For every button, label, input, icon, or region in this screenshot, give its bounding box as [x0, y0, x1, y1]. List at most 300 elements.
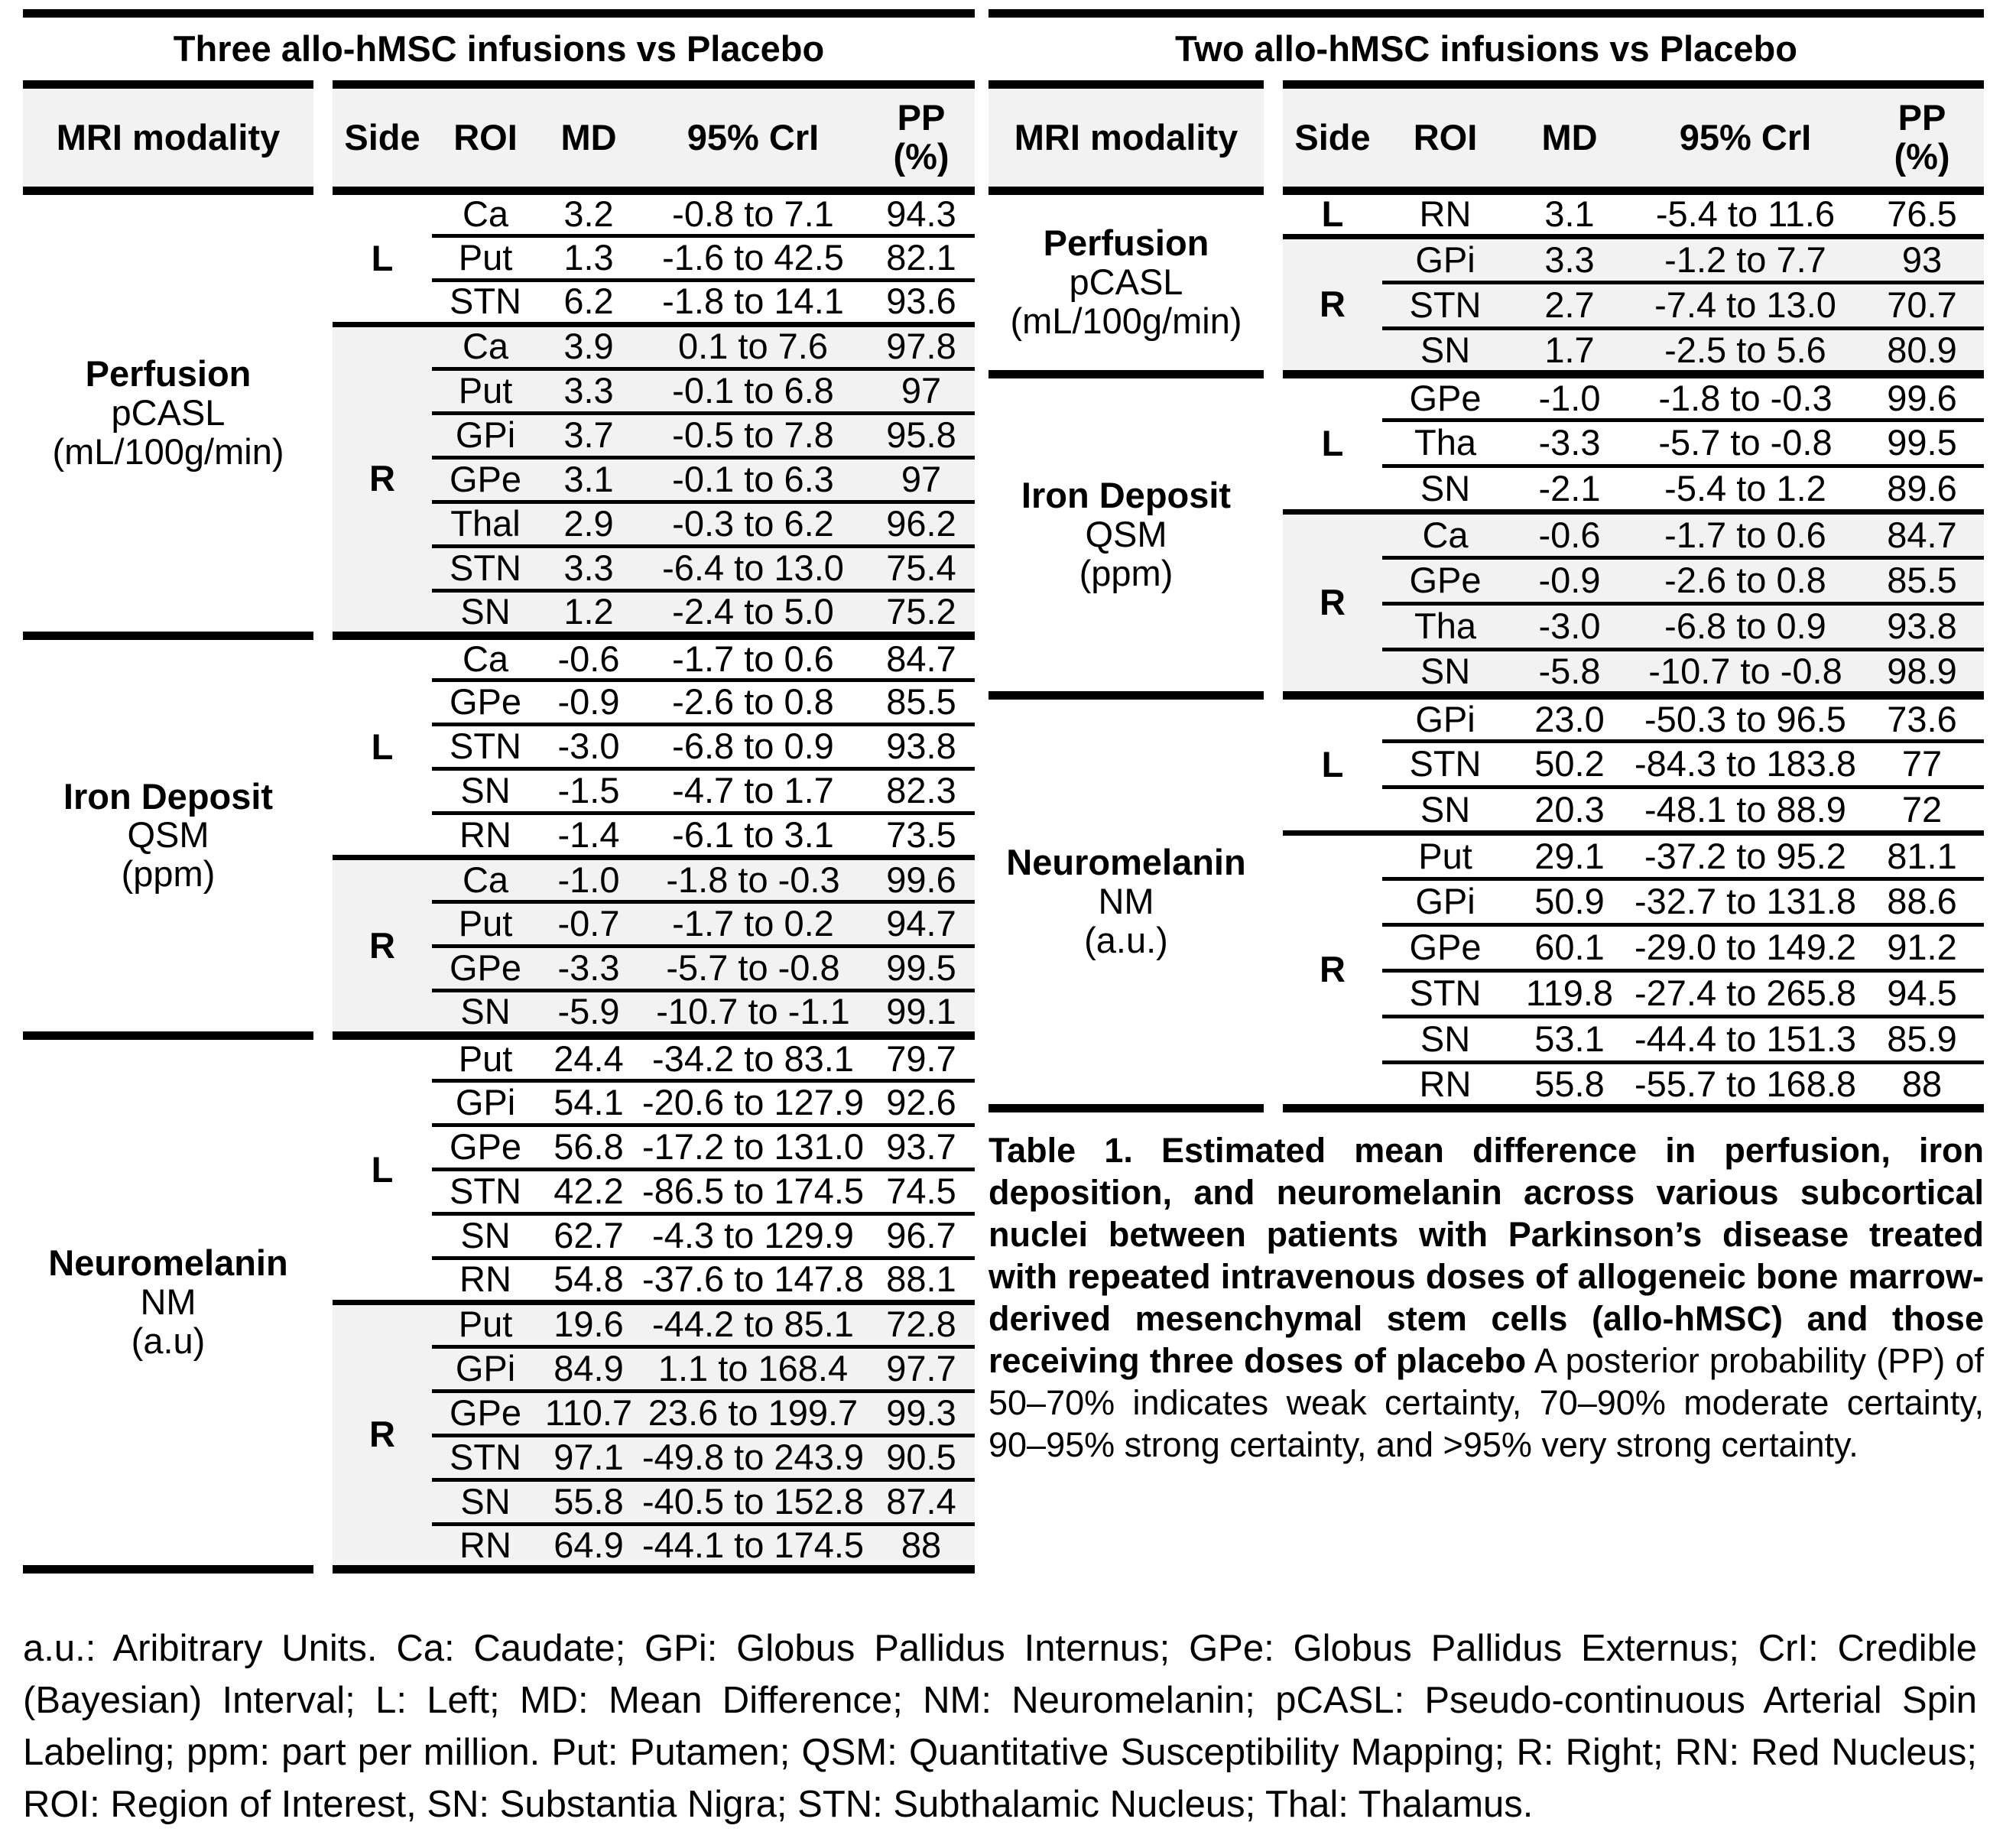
cri-cell: -37.6 to 147.8 — [641, 1259, 865, 1300]
md-cell: -0.9 — [539, 680, 638, 725]
md-cell: 42.2 — [539, 1169, 638, 1213]
cri-cell: -1.8 to 14.1 — [662, 281, 844, 322]
column-gap — [1264, 466, 1283, 512]
cri-cell: -0.8 to 7.1 — [638, 191, 868, 236]
modality-subline: (a.u) — [131, 1320, 206, 1361]
left-table-container — [23, 9, 975, 1574]
table-two-infusions-host — [989, 9, 1984, 1112]
roi-cell: Ca — [432, 324, 539, 369]
cri-cell: -27.4 to 265.8 — [1631, 971, 1860, 1017]
cri-cell: -5.7 to -0.8 — [1631, 421, 1860, 466]
pp-cell: 95.8 — [868, 413, 975, 457]
roi-cell: STN — [432, 546, 539, 590]
roi-cell: Put — [432, 1036, 539, 1081]
cri-cell: -2.6 to 0.8 — [1631, 558, 1860, 604]
roi-cell: Put — [1382, 833, 1508, 879]
cri-cell: -7.4 to 13.0 — [1631, 283, 1860, 329]
side-cell: L — [333, 635, 432, 858]
modality-cell — [23, 635, 313, 1036]
roi-cell: SN — [432, 991, 539, 1036]
pp-cell: 89.6 — [1887, 467, 1957, 508]
column-gap — [1264, 650, 1283, 696]
modality-subline: (a.u.) — [1084, 919, 1168, 960]
table-title: Three allo-hMSC infusions vs Placebo — [23, 14, 975, 85]
side-cell: L — [1283, 375, 1382, 512]
roi-cell: SN — [1382, 1017, 1508, 1063]
column-gap — [1264, 283, 1283, 329]
footnote: a.u.: Aribitrary Units. Ca: Caudate; GPi: Globus Pallidus Internus; GPe: Globus Pallidus Externus; CrI: Credible (Bayesian) Interval; L: Left; MD: Mean Difference; NM: Neuromelanin; pCASL: Pseudo-continuous Arterial Spin Labeling; ppm: part per million. Put: Putamen; QSM: Quantitative Susceptibility Mapping; R: Right; RN: Red Nucleus; ROI: Region of Interest, SN: Substantia Nigra; STN: Subthalamic Nucleus; Thal: Thalamus. — [23, 1628, 1977, 1825]
right-column — [989, 9, 1984, 1466]
column-gap — [1264, 329, 1283, 375]
side-cell: R — [333, 1302, 432, 1569]
md-cell: 6.2 — [563, 281, 614, 322]
column-gap — [313, 590, 333, 635]
md-cell: -1.4 — [557, 814, 620, 855]
table-two-infusions — [989, 9, 1984, 1112]
roi-cell: SN — [432, 590, 539, 635]
pp-cell: 73.6 — [1860, 696, 1984, 742]
md-cell: 1.2 — [539, 590, 638, 635]
roi-cell: Put — [432, 1302, 539, 1346]
column-gap — [313, 680, 333, 725]
pp-cell: 88 — [1860, 1063, 1984, 1109]
roi-cell: STN — [432, 725, 539, 769]
md-cell: -1.0 — [1508, 375, 1631, 421]
modality-subline: QSM — [1085, 514, 1167, 555]
roi-cell: GPi — [432, 413, 539, 457]
cri-cell: -1.2 to 7.7 — [1631, 237, 1860, 283]
cri-cell: -6.4 to 13.0 — [638, 546, 868, 590]
roi-cell: SN — [1382, 329, 1508, 375]
column-gap — [313, 1213, 333, 1258]
cri-cell: -0.3 to 6.2 — [638, 502, 868, 546]
side-cell: L — [1321, 193, 1344, 235]
modality-subline: pCASL — [1069, 261, 1183, 303]
roi-cell: SN — [432, 769, 539, 814]
pp-cell: 73.5 — [886, 814, 956, 855]
roi-cell: Tha — [1382, 421, 1508, 466]
roi-cell: STN — [432, 1435, 539, 1479]
md-cell: 60.1 — [1508, 925, 1631, 971]
roi-cell: RN — [1419, 193, 1472, 235]
column-gap — [313, 546, 333, 590]
column-gap — [313, 1258, 333, 1302]
pp-cell: 99.3 — [868, 1391, 975, 1435]
pp-cell: 74.5 — [868, 1169, 975, 1213]
cri-cell: -55.7 to 168.8 — [1631, 1063, 1860, 1109]
modality-subline: (mL/100g/min) — [52, 430, 284, 472]
column-gap — [1264, 512, 1283, 558]
roi-cell: GPe — [1382, 558, 1508, 604]
cri-cell: -1.7 to 0.6 — [638, 635, 868, 680]
md-cell: -0.7 — [539, 902, 638, 947]
cri-cell: -29.0 to 149.2 — [1631, 925, 1860, 971]
md-cell: 55.8 — [1508, 1063, 1631, 1109]
cri-cell: -1.7 to 0.2 — [638, 902, 868, 947]
roi-cell: GPi — [1382, 696, 1508, 742]
pp-cell: 88.6 — [1860, 879, 1984, 925]
roi-cell: GPe — [432, 680, 539, 725]
pp-cell: 82.1 — [868, 235, 975, 280]
md-cell: 53.1 — [1508, 1017, 1631, 1063]
column-gap — [313, 191, 333, 236]
md-cell: 84.9 — [539, 1346, 638, 1391]
md-cell: 3.7 — [539, 413, 638, 457]
cri-cell: -48.1 to 88.9 — [1644, 788, 1846, 830]
cri-cell: -6.8 to 0.9 — [1631, 604, 1860, 650]
header-roi: ROI — [432, 85, 539, 191]
cri-cell: -40.5 to 152.8 — [638, 1479, 868, 1524]
caption-bold-text: Table 1. Estimated mean difference in perfusion, iron deposition, and neuromelanin across various subcortical nuclei between patients with Parkinson’s disease treated with repeated intravenous doses of allogeneic bone marrow-derived mesenchymal stem cells (allo-hMSC) and those receiving three doses of placebo — [989, 1131, 1984, 1380]
column-gap — [1264, 971, 1283, 1017]
column-gap — [313, 235, 333, 280]
column-gap — [1264, 1017, 1283, 1063]
roi-cell: RN — [459, 1259, 511, 1300]
column-gap — [1264, 788, 1283, 833]
roi-cell: Put — [432, 235, 539, 280]
column-gap — [1264, 558, 1283, 604]
md-cell: 3.3 — [539, 369, 638, 413]
cri-cell: -17.2 to 131.0 — [638, 1125, 868, 1169]
modality-cell — [23, 191, 313, 636]
roi-cell: Ca — [432, 635, 539, 680]
roi-cell: SN — [432, 1479, 539, 1524]
modality-name: Neuromelanin — [48, 1242, 288, 1284]
md-cell: 50.2 — [1508, 742, 1631, 788]
md-cell: 1.7 — [1508, 329, 1631, 375]
roi-cell: Put — [432, 369, 539, 413]
modality-name: Perfusion — [1043, 222, 1209, 264]
md-cell: 3.1 — [539, 457, 638, 502]
cri-cell: -2.4 to 5.0 — [638, 590, 868, 635]
modality-subline: (ppm) — [1079, 552, 1174, 593]
pp-cell: 97.7 — [868, 1346, 975, 1391]
column-gap — [313, 1524, 333, 1569]
header-pp-line: PP — [897, 97, 946, 138]
roi-cell: RN — [459, 814, 511, 855]
roi-cell: Ca — [1382, 512, 1508, 558]
cri-cell: -6.1 to 3.1 — [672, 814, 834, 855]
md-cell: 110.7 — [539, 1391, 638, 1435]
md-cell: 3.9 — [539, 324, 638, 369]
table-row — [989, 696, 1984, 742]
column-gap — [1264, 375, 1283, 421]
modality-cell — [989, 191, 1264, 375]
pp-cell: 94.3 — [868, 191, 975, 236]
md-cell: 1.3 — [539, 235, 638, 280]
cri-cell: -1.7 to 0.6 — [1631, 512, 1860, 558]
pp-cell: 72 — [1901, 788, 1943, 830]
cri-cell: -44.4 to 151.3 — [1631, 1017, 1860, 1063]
side-cell: R — [333, 858, 432, 1036]
pp-cell: 75.4 — [868, 546, 975, 590]
column-gap — [313, 1346, 333, 1391]
md-cell: -3.0 — [1508, 604, 1631, 650]
column-gap — [313, 725, 333, 769]
modality-subline: pCASL — [111, 391, 226, 433]
column-gap — [313, 369, 333, 413]
column-gap — [313, 85, 333, 191]
column-gap — [313, 1479, 333, 1524]
table-row — [23, 1036, 975, 1081]
roi-cell: GPe — [1382, 375, 1508, 421]
roi-cell: Ca — [432, 191, 539, 236]
modality-cell — [23, 1036, 313, 1570]
column-gap — [313, 902, 333, 947]
table-three-infusions-host — [23, 9, 975, 1574]
cri-cell: -2.6 to 0.8 — [638, 680, 868, 725]
cri-cell: -34.2 to 83.1 — [638, 1036, 868, 1081]
pp-cell: 79.7 — [868, 1036, 975, 1081]
roi-cell: GPe — [432, 1391, 539, 1435]
modality-subline: NM — [1098, 881, 1154, 922]
md-cell: 54.1 — [539, 1080, 638, 1125]
table-three-infusions — [23, 9, 975, 1574]
column-gap — [313, 1435, 333, 1479]
caption-regular-text: A posterior probability (PP) of 50–70% indicates weak certainty, 70–90% moderate certainty, 90–95% strong certainty, and >95% very strong certainty. — [989, 1341, 1984, 1464]
pp-cell: 96.2 — [868, 502, 975, 546]
pp-cell: 88.1 — [886, 1259, 956, 1300]
side-cell: R — [333, 324, 432, 635]
pp-cell: 85.5 — [868, 680, 975, 725]
pp-cell: 72.8 — [868, 1302, 975, 1346]
roi-cell: GPe — [1382, 925, 1508, 971]
column-gap — [1264, 191, 1283, 237]
pp-cell: 77 — [1860, 742, 1984, 788]
md-cell: -2.1 — [1538, 467, 1601, 508]
pp-cell: 99.5 — [868, 947, 975, 991]
column-gap — [313, 858, 333, 902]
column-gap — [1264, 604, 1283, 650]
cri-cell: 23.6 to 199.7 — [638, 1391, 868, 1435]
cri-cell: -86.5 to 174.5 — [638, 1169, 868, 1213]
md-cell: -0.6 — [539, 635, 638, 680]
md-cell: 54.8 — [553, 1259, 624, 1300]
md-cell: -0.9 — [1508, 558, 1631, 604]
roi-cell: SN — [1420, 788, 1471, 830]
column-gap — [313, 1391, 333, 1435]
modality-subline: QSM — [127, 814, 209, 856]
column-gap — [313, 769, 333, 814]
md-cell: 119.8 — [1508, 971, 1631, 1017]
pp-cell: 96.7 — [868, 1213, 975, 1258]
cri-cell: -6.8 to 0.9 — [638, 725, 868, 769]
pp-cell: 94.7 — [868, 902, 975, 947]
modality-subline: (mL/100g/min) — [1010, 300, 1242, 341]
cri-cell: -32.7 to 131.8 — [1631, 879, 1860, 925]
table-caption — [989, 1129, 1984, 1466]
pp-cell: 80.9 — [1860, 329, 1984, 375]
roi-cell: Put — [432, 902, 539, 947]
roi-cell: SN — [432, 1213, 539, 1258]
cri-cell: -44.2 to 85.1 — [638, 1302, 868, 1346]
pp-cell: 84.7 — [1860, 512, 1984, 558]
md-cell: -3.0 — [539, 725, 638, 769]
column-gap — [313, 1080, 333, 1125]
cri-cell: -20.6 to 127.9 — [638, 1080, 868, 1125]
cri-cell: -4.7 to 1.7 — [638, 769, 868, 814]
roi-cell: SN — [1420, 467, 1471, 508]
pp-cell: 70.7 — [1860, 283, 1984, 329]
modality-name: Iron Deposit — [1021, 475, 1232, 516]
cri-cell: -5.7 to -0.8 — [638, 947, 868, 991]
column-gap — [1264, 85, 1283, 191]
header-pp — [1860, 85, 1984, 191]
column-gap — [313, 502, 333, 546]
roi-cell: Ca — [432, 858, 539, 902]
roi-cell: GPi — [432, 1080, 539, 1125]
column-gap — [313, 947, 333, 991]
column-gap — [313, 1169, 333, 1213]
cri-cell: -84.3 to 183.8 — [1631, 742, 1860, 788]
pp-cell: 92.6 — [868, 1080, 975, 1125]
pp-cell: 99.5 — [1860, 421, 1984, 466]
cri-cell: -0.1 to 6.3 — [638, 457, 868, 502]
column-gap — [313, 413, 333, 457]
cri-cell: 1.1 to 168.4 — [638, 1346, 868, 1391]
column-gap — [313, 457, 333, 502]
header-side: Side — [1283, 85, 1382, 191]
column-gap — [1264, 742, 1283, 788]
md-cell: 3.3 — [539, 546, 638, 590]
side-cell: L — [1283, 696, 1382, 833]
md-cell: 3.3 — [1508, 237, 1631, 283]
md-cell: -5.8 — [1508, 650, 1631, 696]
pp-cell: 93.8 — [868, 725, 975, 769]
side-cell: L — [333, 1036, 432, 1303]
column-gap — [313, 814, 333, 858]
header-95cri: 95% CrI — [1631, 85, 1860, 191]
cri-cell: -1.8 to -0.3 — [1631, 375, 1860, 421]
pp-cell: 76.5 — [1887, 193, 1957, 235]
roi-cell: GPe — [432, 1125, 539, 1169]
column-gap — [1264, 833, 1283, 879]
cri-cell: -44.1 to 174.5 — [638, 1524, 868, 1569]
roi-cell: GPe — [432, 947, 539, 991]
md-cell: 2.7 — [1508, 283, 1631, 329]
pp-cell: 88 — [868, 1524, 975, 1569]
pp-cell: 98.9 — [1860, 650, 1984, 696]
roi-cell: GPi — [432, 1346, 539, 1391]
md-cell: -1.0 — [539, 858, 638, 902]
column-gap — [313, 1125, 333, 1169]
header-md: MD — [539, 85, 638, 191]
column-gap — [1264, 1063, 1283, 1109]
header-pp-line: (%) — [893, 136, 950, 177]
header-95cri: 95% CrI — [638, 85, 868, 191]
md-cell: -0.6 — [1508, 512, 1631, 558]
modality-subline: (ppm) — [121, 853, 216, 895]
column-gap — [1264, 237, 1283, 283]
pp-cell: 99.6 — [868, 858, 975, 902]
pp-cell: 99.1 — [868, 991, 975, 1036]
pp-cell: 87.4 — [868, 1479, 975, 1524]
table-title-row — [989, 14, 1984, 85]
roi-cell: SN — [1382, 650, 1508, 696]
cri-cell: -2.5 to 5.6 — [1631, 329, 1860, 375]
md-cell: 24.4 — [539, 1036, 638, 1081]
md-cell: 23.0 — [1508, 696, 1631, 742]
md-cell: 62.7 — [539, 1213, 638, 1258]
column-gap — [313, 1036, 333, 1081]
table-title-row — [23, 14, 975, 85]
table-row — [23, 635, 975, 680]
column-gap — [313, 280, 333, 324]
pp-cell: 82.3 — [868, 769, 975, 814]
cri-cell: -4.3 to 129.9 — [638, 1213, 868, 1258]
table-row — [989, 375, 1984, 421]
roi-cell: Tha — [1382, 604, 1508, 650]
md-cell: 55.8 — [539, 1479, 638, 1524]
md-cell: 2.9 — [539, 502, 638, 546]
modality-name: Neuromelanin — [1006, 842, 1246, 883]
roi-cell: STN — [450, 281, 521, 322]
side-cell: R — [1283, 237, 1382, 375]
roi-cell: RN — [1382, 1063, 1508, 1109]
header-mri-modality: MRI modality — [989, 85, 1264, 191]
header-md: MD — [1508, 85, 1631, 191]
roi-cell: GPi — [1382, 237, 1508, 283]
md-cell: 97.1 — [539, 1435, 638, 1479]
md-cell: 64.9 — [539, 1524, 638, 1569]
cri-cell: -1.6 to 42.5 — [638, 235, 868, 280]
table-row — [989, 191, 1984, 237]
column-gap — [313, 324, 333, 369]
roi-cell: STN — [1382, 283, 1508, 329]
column-gap — [1264, 421, 1283, 466]
md-cell: 3.2 — [539, 191, 638, 236]
roi-cell: GPi — [1382, 879, 1508, 925]
roi-cell: Thal — [432, 502, 539, 546]
md-cell: 19.6 — [539, 1302, 638, 1346]
pp-cell: 94.5 — [1860, 971, 1984, 1017]
pp-cell: 97 — [868, 369, 975, 413]
pp-cell: 97.8 — [868, 324, 975, 369]
header-mri-modality: MRI modality — [23, 85, 313, 191]
column-gap — [1264, 696, 1283, 742]
roi-cell: RN — [432, 1524, 539, 1569]
md-cell: 29.1 — [1508, 833, 1631, 879]
cri-cell: -10.7 to -0.8 — [1631, 650, 1860, 696]
cri-cell: -5.4 to 1.2 — [1664, 467, 1826, 508]
cri-cell: -1.8 to -0.3 — [638, 858, 868, 902]
md-cell: 20.3 — [1534, 788, 1605, 830]
pp-cell: 93.8 — [1860, 604, 1984, 650]
md-cell: -5.9 — [539, 991, 638, 1036]
md-cell: -1.5 — [539, 769, 638, 814]
cri-cell: -5.4 to 11.6 — [1655, 193, 1836, 235]
column-gap — [313, 1302, 333, 1346]
pp-cell: 75.2 — [868, 590, 975, 635]
cri-cell: 0.1 to 7.6 — [638, 324, 868, 369]
side-cell: L — [371, 237, 394, 278]
header-roi: ROI — [1382, 85, 1508, 191]
pp-cell: 99.6 — [1860, 375, 1984, 421]
pp-cell: 85.9 — [1860, 1017, 1984, 1063]
cri-cell: -0.1 to 6.8 — [638, 369, 868, 413]
modality-cell — [989, 375, 1264, 696]
header-pp — [868, 85, 975, 191]
cri-cell: -10.7 to -1.1 — [638, 991, 868, 1036]
md-cell: 56.8 — [539, 1125, 638, 1169]
header-pp-line: (%) — [1894, 136, 1950, 177]
pp-cell: 91.2 — [1860, 925, 1984, 971]
pp-cell: 81.1 — [1860, 833, 1984, 879]
cri-cell: -0.5 to 7.8 — [638, 413, 868, 457]
pp-cell: 93.7 — [868, 1125, 975, 1169]
cri-cell: -37.2 to 95.2 — [1631, 833, 1860, 879]
table-row — [23, 191, 975, 236]
